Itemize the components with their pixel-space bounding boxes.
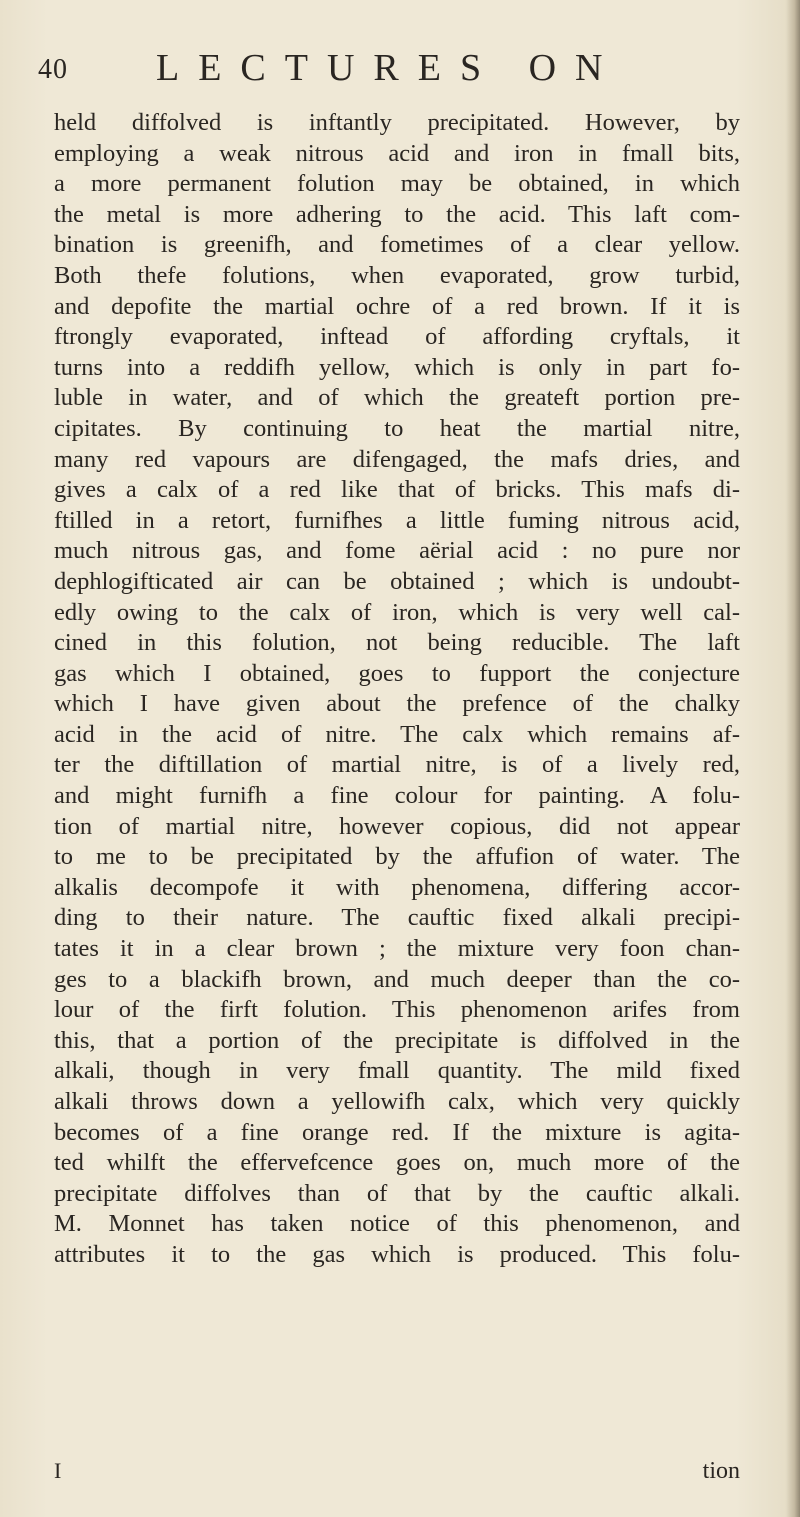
text-line: ftrongly evaporated, inftead of affording cryftals, it	[54, 323, 740, 351]
text-line: held diffolved is inftantly precipitated. However, by	[54, 109, 740, 136]
text-line: Both thefe folutions, when evaporated, grow turbid,	[54, 261, 740, 289]
text-line: much nitrous gas, and fome aërial acid : no pure nor	[54, 537, 740, 565]
text-line: tates it in a clear brown ; the mixture very foon chan-	[54, 935, 740, 963]
text-line: turns into a reddifh yellow, which is only in part fo-	[54, 353, 740, 381]
body-text	[54, 108, 740, 1271]
text-line: cined in this folution, not being reducible. The laft	[54, 629, 740, 657]
text-line: attributes it to the gas which is produced. This folu-	[54, 1240, 740, 1268]
text-line: and might furnifh a fine colour for painting. A folu-	[54, 782, 740, 810]
text-line: alkalis decompofe it with phenomena, differing accor-	[54, 873, 740, 901]
catchword: tion	[702, 1458, 740, 1484]
text-line: and depofite the martial ochre of a red brown. If it is	[54, 292, 740, 320]
text-line: ding to their nature. The cauftic fixed alkali precipi-	[54, 904, 740, 932]
text-line: ftilled in a retort, furnifhes a little fuming nitrous acid,	[54, 506, 740, 534]
page-edge-shadow	[786, 0, 800, 1517]
text-line: many red vapours are difengaged, the mafs dries, and	[54, 445, 740, 473]
text-line: employing a weak nitrous acid and iron in fmall bits,	[54, 139, 740, 167]
text-line: acid in the acid of nitre. The calx which remains af-	[54, 720, 740, 748]
text-line: gives a calx of a red like that of bricks. This mafs di-	[54, 476, 740, 504]
text-line: becomes of a fine orange red. If the mixture is agita-	[54, 1118, 740, 1146]
text-line: alkali, though in very fmall quantity. The mild fixed	[54, 1057, 740, 1085]
text-line: bination is greenifh, and fometimes of a clear yellow.	[54, 231, 740, 259]
text-line: a more permanent folution may be obtained, in which	[54, 170, 740, 198]
text-line: to me to be precipitated by the affufion of water. The	[54, 843, 740, 871]
text-line: luble in water, and of which the greateft portion pre-	[54, 384, 740, 412]
text-line: cipitates. By continuing to heat the martial nitre,	[54, 414, 740, 442]
text-line: ges to a blackifh brown, and much deeper than the co-	[54, 965, 740, 993]
text-line: this, that a portion of the precipitate is diffolved in the	[54, 1026, 740, 1054]
text-line: lour of the firft folution. This phenomenon arifes from	[54, 996, 740, 1024]
text-line: precipitate diffolves than of that by the cauftic alkali.	[54, 1179, 740, 1207]
text-line: M. Monnet has taken notice of this phenomenon, and	[54, 1210, 740, 1238]
page-number: 40	[38, 54, 68, 85]
text-line: alkali throws down a yellowifh calx, which very quickly	[54, 1088, 740, 1115]
text-line: the metal is more adhering to the acid. This laft com-	[54, 200, 740, 228]
text-line: tion of martial nitre, however copious, did not appear	[54, 812, 740, 840]
running-head: LECTURES ON	[156, 47, 622, 89]
page-header	[38, 46, 758, 96]
signature-mark: I	[54, 1458, 62, 1483]
text-line: edly owing to the calx of iron, which is very well cal-	[54, 598, 740, 626]
text-line: dephlogifticated air can be obtained ; which is undoubt-	[54, 567, 740, 595]
text-line: gas which I obtained, goes to fupport the conjecture	[54, 659, 740, 687]
text-line: which I have given about the prefence of the chalky	[54, 690, 740, 718]
text-line: ter the diftillation of martial nitre, is of a lively red,	[54, 751, 740, 779]
text-line: ted whilft the effervefcence goes on, much more of the	[54, 1149, 740, 1177]
page-footer	[54, 1458, 740, 1490]
